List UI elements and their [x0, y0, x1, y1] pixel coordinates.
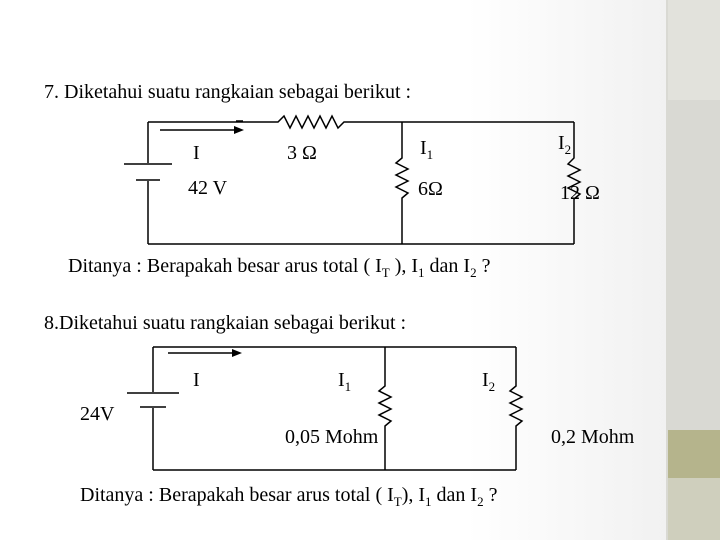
- circuit-8: [127, 347, 522, 470]
- problem-8-heading: 8.Diketahui suatu rangkaian sebagai berikut :: [44, 312, 407, 334]
- problem-8-i2-label: $I_2$: [482, 369, 496, 394]
- problem-8-voltage-label: 24V: [80, 403, 115, 425]
- problem-7-i2-label: $I_2$: [558, 132, 572, 157]
- problem-7-resistor-12-label: 12 Ω: [560, 182, 600, 204]
- circuit-7-resistor-6: [396, 122, 408, 244]
- circuit-8-current-arrowhead: [232, 349, 242, 357]
- problem-7-question: Ditanya : Berapakah besar arus total ( $I_T$ ), $I_1$ dan $I_2$ ?: [68, 255, 491, 280]
- problem-8-current-label: I: [193, 369, 200, 391]
- circuit-8-resistor-1: [379, 347, 391, 470]
- problem-7-current-label: I: [193, 142, 200, 164]
- circuit-8-resistor-2: [510, 347, 522, 470]
- problem-7-resistor-6-label: 6Ω: [418, 178, 443, 200]
- problem-8-question: Ditanya : Berapakah besar arus total ( $I_T$), $I_1$ dan $I_2$ ?: [80, 484, 498, 509]
- problem-7-i1-label: $I_1$: [420, 137, 434, 162]
- problem-7-heading: 7. Diketahui suatu rangkaian sebagai berikut :: [44, 81, 412, 103]
- problem-8-resistor-2-label: 0,2 Mohm: [551, 426, 635, 448]
- circuit-7-current-arrowhead: [234, 126, 244, 134]
- problem-7-series-resistor-label: 3 Ω: [287, 142, 317, 164]
- problem-7-voltage-label: 42 V: [188, 177, 228, 199]
- problem-8-i1-label: $I_1$: [338, 369, 352, 394]
- circuit-7-top-wire: [148, 116, 574, 128]
- problem-8-resistor-1-label: 0,05 Mohm: [285, 426, 379, 448]
